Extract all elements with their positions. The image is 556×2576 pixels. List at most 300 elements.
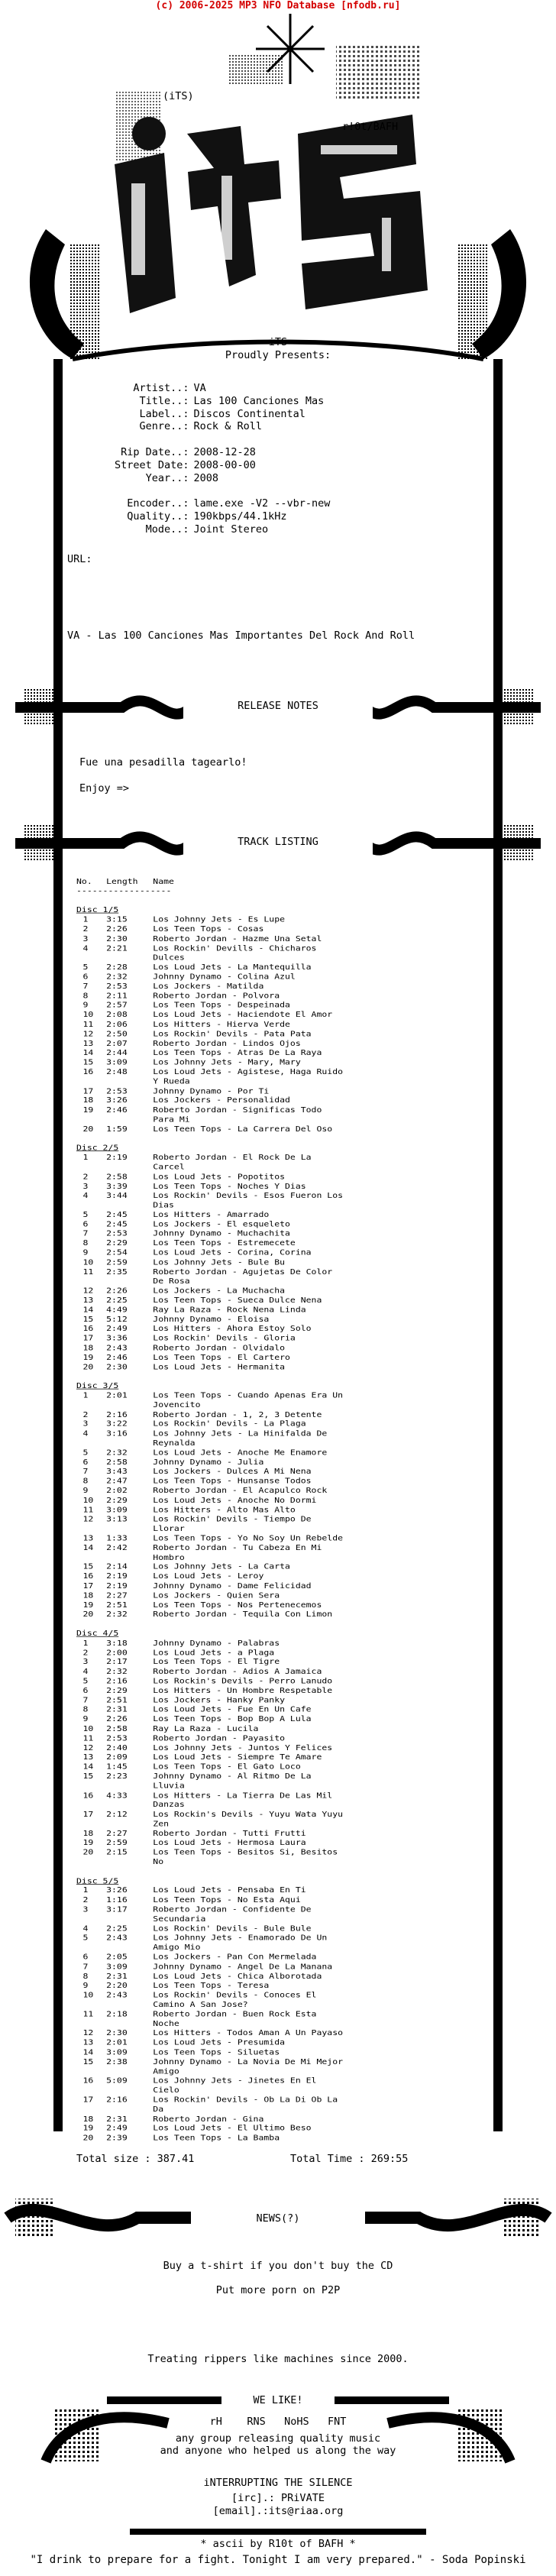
track-title: Los Jockers - Personalidad — [153, 1095, 290, 1105]
track-length: 2:29 — [106, 1685, 128, 1695]
track-length: 1:33 — [106, 1533, 128, 1543]
contact-line-1: iNTERRUPTING THE SILENCE — [203, 2477, 353, 2489]
track-title: Roberto Jordan - Adios A Jamaica — [153, 1667, 322, 1676]
track-number: 14 — [82, 1305, 94, 1315]
track-length: 2:46 — [106, 1352, 128, 1362]
track-length: 2:44 — [106, 1048, 128, 1058]
track-row — [76, 1191, 369, 1210]
track-title: Los Loud Jets - Siempre Te Amare — [153, 1752, 322, 1762]
track-row — [76, 1257, 369, 1267]
track-row — [76, 1829, 369, 1838]
track-title: Johnny Dynamo - Dame Felicidad — [153, 1581, 312, 1591]
track-length: 3:09 — [106, 1057, 128, 1067]
track-title: Los Jockers - Matilda — [153, 982, 264, 991]
track-row — [76, 1686, 369, 1695]
track-row — [76, 1962, 369, 1971]
info-label: Title..: — [115, 394, 189, 407]
track-row — [76, 1315, 369, 1324]
frame-right — [493, 359, 503, 2131]
track-length: 2:51 — [106, 1600, 128, 1610]
track-number: 15 — [82, 1562, 94, 1571]
track-number: 11 — [82, 2009, 94, 2019]
track-row — [76, 1762, 369, 1772]
track-length: 2:19 — [106, 1581, 128, 1591]
track-row — [76, 1667, 369, 1676]
track-number: 18 — [82, 1343, 94, 1353]
spacer — [76, 1867, 369, 1876]
track-row — [76, 1953, 369, 1962]
info-row — [115, 523, 330, 536]
track-number: 7 — [82, 1695, 89, 1705]
col-name: Name — [153, 877, 174, 886]
track-row — [76, 1105, 369, 1125]
track-title: Johnny Dynamo - Muchachita — [153, 1228, 290, 1238]
track-row — [76, 1020, 369, 1029]
track-length: 2:45 — [106, 1210, 128, 1219]
track-row — [76, 1972, 369, 1981]
track-title: Los Johnny Jets - Es Lupe — [153, 914, 286, 924]
track-row — [76, 915, 369, 924]
track-number: 18 — [82, 2114, 94, 2124]
track-title: Los Rockin' Devils - Tiempo De Llorar — [153, 1514, 317, 1534]
news-line-3: Treating rippers like machines since 2000. — [147, 2353, 409, 2365]
track-number: 2 — [82, 1895, 89, 1904]
track-row — [76, 1591, 369, 1600]
track-number: 10 — [82, 1723, 94, 1733]
info-value: lame.exe -V2 --vbr-new — [193, 497, 331, 510]
track-number: 12 — [82, 2028, 94, 2038]
track-title: Los Teen Tops - Cosas — [153, 924, 264, 934]
track-number: 13 — [82, 1752, 94, 1762]
track-title: Los Hitters - La Tierra De Las Mil Danzas — [153, 1791, 338, 1810]
track-number: 8 — [82, 1476, 89, 1486]
track-number: 2 — [82, 1648, 89, 1658]
track-row — [76, 1714, 369, 1723]
track-title: Los Rockin' Devils - Pata Pata — [153, 1029, 312, 1039]
track-row — [76, 1001, 369, 1010]
track-row — [76, 1458, 369, 1467]
track-row — [76, 1182, 369, 1191]
track-number: 4 — [82, 1924, 89, 1934]
track-title: Los Loud Jets - La Mantequilla — [153, 963, 312, 972]
total-size: Total size : 387.41 — [76, 2153, 195, 2165]
track-title: Roberto Jordan - Tutti Frutti — [153, 1828, 306, 1838]
track-number: 6 — [82, 1952, 89, 1962]
track-title: Los Johnny Jets - Bule Bu — [153, 1257, 286, 1267]
track-row — [76, 1658, 369, 1667]
spacer — [76, 896, 369, 905]
track-title: Johnny Dynamo - Al Ritmo De La Lluvia — [153, 1772, 317, 1791]
track-length: 2:27 — [106, 1591, 128, 1600]
track-title: Los Hitters - Un Hombre Respetable — [153, 1685, 333, 1695]
track-title: Los Hitters - Todos Aman A Un Payaso — [153, 2028, 344, 2038]
track-title: Los Loud Jets - Pensaba En Ti — [153, 1885, 306, 1895]
track-number: 10 — [82, 1257, 94, 1267]
frame-left — [53, 359, 63, 2131]
track-length: 2:01 — [106, 2037, 128, 2047]
track-length: 2:30 — [106, 1362, 128, 1372]
track-length: 2:02 — [106, 1486, 128, 1496]
track-length: 3:15 — [106, 914, 128, 924]
info-row — [115, 395, 330, 408]
info-label: Mode..: — [115, 523, 189, 536]
track-number: 17 — [82, 1334, 94, 1343]
track-number: 17 — [82, 1581, 94, 1591]
track-title: Los Loud Jets - a Plaga — [153, 1648, 275, 1658]
track-length: 3:09 — [106, 2047, 128, 2057]
track-row — [76, 2028, 369, 2037]
track-number: 8 — [82, 991, 89, 1001]
track-title: Los Loud Jets - Agistese, Haga Ruido Y Rueda — [153, 1067, 348, 1086]
track-row — [76, 934, 369, 943]
track-row — [76, 1172, 369, 1181]
track-number: 16 — [82, 1067, 94, 1077]
track-title: Los Loud Jets - Corina, Corina — [153, 1248, 312, 1257]
release-info — [115, 382, 330, 536]
track-length: 3:17 — [106, 1904, 128, 1914]
track-row — [76, 1096, 369, 1105]
news-line-1: Buy a t-shirt if you don't buy the CD — [163, 2260, 393, 2272]
track-row — [76, 1610, 369, 1619]
track-title: Los Loud Jets - Haciendote El Amor — [153, 1010, 333, 1020]
track-length: 2:58 — [106, 1457, 128, 1467]
track-row — [76, 1505, 369, 1514]
track-length: 2:00 — [106, 1648, 128, 1658]
track-row — [76, 1448, 369, 1458]
track-title: Roberto Jordan - Gina — [153, 2114, 264, 2124]
track-number: 10 — [82, 1990, 94, 2000]
track-list — [76, 877, 369, 2143]
track-length: 2:26 — [106, 1714, 128, 1724]
track-title: Los Loud Jets - Chica Alborotada — [153, 1971, 322, 1981]
info-value: 2008-00-00 — [193, 458, 256, 471]
track-length: 2:08 — [106, 1010, 128, 1020]
track-length: 2:28 — [106, 963, 128, 972]
track-row — [76, 1048, 369, 1057]
track-row — [76, 972, 369, 982]
track-number: 8 — [82, 1704, 89, 1714]
track-length: 2:35 — [106, 1267, 128, 1277]
track-row — [76, 1791, 369, 1810]
track-number: 7 — [82, 1962, 89, 1972]
track-number: 3 — [82, 1419, 89, 1429]
track-length: 2:40 — [106, 1743, 128, 1752]
track-row — [76, 1534, 369, 1543]
track-row — [76, 1353, 369, 1362]
track-number: 12 — [82, 1286, 94, 1296]
disc-heading: Disc 3/5 — [76, 1381, 119, 1391]
track-title: Los Johnny Jets - Mary, Mary — [153, 1057, 301, 1067]
track-length: 1:45 — [106, 1762, 128, 1772]
track-title: Los Rockin' Devils - Gloria — [153, 1334, 296, 1343]
track-length: 2:51 — [106, 1695, 128, 1705]
track-number: 18 — [82, 1828, 94, 1838]
track-row — [76, 1410, 369, 1419]
track-number: 11 — [82, 1505, 94, 1515]
track-number: 8 — [82, 1238, 89, 1248]
track-number: 19 — [82, 1600, 94, 1610]
info-row — [115, 420, 330, 433]
track-number: 9 — [82, 1486, 89, 1496]
track-title: Roberto Jordan - Olvidalo — [153, 1343, 286, 1353]
track-row — [76, 1677, 369, 1686]
track-length: 2:31 — [106, 2114, 128, 2124]
footer-quote: "I drink to prepare for a fight. Tonight I am very prepared." - Soda Popinski — [30, 2554, 526, 2566]
track-title: Los Johnny Jets - Jinetes En El Cielo — [153, 2076, 322, 2095]
track-row — [76, 1496, 369, 1505]
track-row — [76, 2076, 369, 2095]
track-title: Los Loud Jets - Fue En Un Cafe — [153, 1704, 312, 1714]
track-number: 19 — [82, 1105, 94, 1115]
track-title: Los Jockers - La Muchacha — [153, 1286, 286, 1296]
track-row — [76, 1467, 369, 1476]
track-title: Los Rockin's Devils - Yuyu Wata Yuyu Zen — [153, 1809, 348, 1829]
we-like-heading: WE LIKE! — [253, 2394, 303, 2406]
track-title: Los Teen Tops - Nos Pertenecemos — [153, 1600, 322, 1610]
artist-tag: r!0t/BAFH — [342, 121, 399, 133]
track-length: 3:13 — [106, 1514, 128, 1524]
track-row — [76, 1886, 369, 1895]
info-row — [115, 433, 330, 446]
track-length: 2:57 — [106, 1000, 128, 1010]
track-number: 3 — [82, 934, 89, 943]
track-row — [76, 1743, 369, 1752]
ascii-credit: * ascii by R10t of BAFH * — [200, 2538, 356, 2550]
track-length: 2:48 — [106, 1067, 128, 1077]
info-row — [115, 497, 330, 510]
track-row — [76, 924, 369, 934]
track-length: 3:26 — [106, 1095, 128, 1105]
track-number: 17 — [82, 1086, 94, 1095]
track-length: 2:17 — [106, 1657, 128, 1667]
news-line-2: Put more porn on P2P — [215, 2284, 341, 2296]
track-title: Los Teen Tops - Besitos Si, Besitos No — [153, 1847, 344, 1867]
info-row — [115, 382, 330, 395]
track-row — [76, 1039, 369, 1048]
track-number: 14 — [82, 2047, 94, 2057]
track-length: 2:27 — [106, 1828, 128, 1838]
track-row — [76, 1334, 369, 1343]
track-title: Roberto Jordan - Lindos Ojos — [153, 1038, 301, 1048]
track-number: 5 — [82, 1448, 89, 1458]
track-row — [76, 1695, 369, 1704]
track-number: 14 — [82, 1048, 94, 1058]
track-row — [76, 2124, 369, 2133]
track-length: 3:43 — [106, 1467, 128, 1477]
track-row — [76, 1306, 369, 1315]
track-row — [76, 1153, 369, 1172]
info-label: Artist..: — [115, 382, 189, 394]
track-length: 2:19 — [106, 1571, 128, 1581]
track-row — [76, 1705, 369, 1714]
info-value: Discos Continental — [193, 407, 305, 420]
url-label: URL: — [67, 553, 92, 565]
track-title: Roberto Jordan - Polvora — [153, 991, 280, 1001]
track-row — [76, 1125, 369, 1134]
track-row — [76, 1343, 369, 1352]
track-title: Los Teen Tops - Estremecete — [153, 1238, 296, 1248]
track-title: Los Loud Jets - El Ultimo Beso — [153, 2124, 312, 2133]
track-length: 3:18 — [106, 1638, 128, 1648]
track-number: 16 — [82, 1324, 94, 1334]
info-row — [115, 472, 330, 485]
track-number: 6 — [82, 972, 89, 982]
track-length: 3:39 — [106, 1181, 128, 1191]
track-title: Roberto Jordan - Payasito — [153, 1733, 286, 1743]
track-number: 11 — [82, 1267, 94, 1277]
track-row — [76, 1391, 369, 1410]
track-row — [76, 943, 369, 963]
track-row — [76, 1267, 369, 1286]
track-row — [76, 1733, 369, 1743]
track-number: 1 — [82, 1638, 89, 1648]
track-row — [76, 1810, 369, 1829]
info-row — [115, 484, 330, 497]
track-number: 16 — [82, 1571, 94, 1581]
track-title: Los Hitters - Hierva Verde — [153, 1019, 290, 1029]
track-row — [76, 1515, 369, 1534]
track-row — [76, 1562, 369, 1571]
track-length: 2:01 — [106, 1390, 128, 1400]
total-time: Total Time : 269:55 — [290, 2153, 409, 2165]
track-length: 2:20 — [106, 1981, 128, 1991]
track-title: Los Jockers - Quien Sera — [153, 1591, 280, 1600]
track-title: Johnny Dynamo - Eloisa — [153, 1315, 270, 1324]
track-row — [76, 1210, 369, 1219]
track-row — [76, 1981, 369, 1990]
track-row — [76, 1362, 369, 1371]
track-length: 2:06 — [106, 1019, 128, 1029]
track-length: 1:59 — [106, 1124, 128, 1134]
track-length: 2:16 — [106, 1676, 128, 1686]
track-title: Roberto Jordan - Significas Todo Para Mi — [153, 1105, 328, 1125]
track-number: 1 — [82, 1390, 89, 1400]
track-length: 2:14 — [106, 1562, 128, 1571]
track-row — [76, 2134, 369, 2143]
track-title: Los Teen Tops - Teresa — [153, 1981, 270, 1991]
track-length: 2:43 — [106, 1990, 128, 2000]
track-number: 2 — [82, 1409, 89, 1419]
track-title: Los Johnny Jets - Enamorado De Un Amigo Mio — [153, 1933, 333, 1953]
info-value: 2008-12-28 — [193, 445, 256, 458]
track-list-header — [76, 877, 369, 886]
track-number: 5 — [82, 1210, 89, 1219]
track-length: 2:42 — [106, 1543, 128, 1552]
track-number: 9 — [82, 1714, 89, 1724]
track-title: Los Teen Tops - El Cartero — [153, 1352, 290, 1362]
track-number: 9 — [82, 1981, 89, 1991]
track-title: Los Johnny Jets - La Carta — [153, 1562, 290, 1571]
track-number: 13 — [82, 1533, 94, 1543]
track-length: 2:54 — [106, 1248, 128, 1257]
track-row — [76, 1724, 369, 1733]
track-number: 4 — [82, 1667, 89, 1676]
track-title: Los Hitters - Amarrado — [153, 1210, 270, 1219]
track-title: Johnny Dynamo - Colina Azul — [153, 972, 296, 982]
track-number: 18 — [82, 1095, 94, 1105]
track-length: 2:30 — [106, 2028, 128, 2038]
track-length: 5:09 — [106, 2076, 128, 2086]
track-title: Los Jockers - El esqueleto — [153, 1219, 290, 1229]
track-length: 2:07 — [106, 1038, 128, 1048]
track-length: 2:16 — [106, 1409, 128, 1419]
info-label: Quality..: — [115, 510, 189, 523]
track-number: 7 — [82, 1467, 89, 1477]
we-like-line-1: any group releasing quality music — [175, 2432, 381, 2445]
track-row — [76, 1752, 369, 1762]
track-number: 16 — [82, 1791, 94, 1800]
track-title: Johnny Dynamo - La Novia De Mi Mejor Amigo — [153, 2057, 348, 2076]
track-number: 14 — [82, 1762, 94, 1772]
track-number: 6 — [82, 1457, 89, 1467]
track-title: Los Teen Tops - La Carrera Del Oso — [153, 1124, 333, 1134]
track-title: Los Loud Jets - Presumida — [153, 2037, 286, 2047]
track-number: 4 — [82, 1429, 89, 1438]
track-number: 13 — [82, 1038, 94, 1048]
track-number: 11 — [82, 1019, 94, 1029]
info-label: Encoder..: — [115, 497, 189, 510]
col-length: Length — [106, 877, 138, 886]
track-row — [76, 982, 369, 991]
track-row — [76, 1229, 369, 1238]
track-number: 19 — [82, 1352, 94, 1362]
track-length: 2:58 — [106, 1723, 128, 1733]
track-title: Los Rockin' Devils - Ob La Di Ob La Da — [153, 2095, 344, 2115]
track-length: 2:15 — [106, 1847, 128, 1857]
info-label: Rip Date..: — [115, 445, 189, 458]
info-value: Las 100 Canciones Mas — [193, 394, 325, 407]
disc-heading: Disc 1/5 — [76, 905, 119, 915]
track-number: 6 — [82, 1219, 89, 1229]
info-value: Rock & Roll — [193, 420, 262, 433]
contact-line-3: [email].:its@riaa.org — [212, 2505, 344, 2517]
copyright-banner[interactable]: (c) 2006-2025 MP3 NFO Database [nfodb.ru] — [155, 0, 401, 11]
track-row — [76, 963, 369, 972]
track-number: 15 — [82, 1315, 94, 1324]
track-title: Los Teen Tops - Hunsanse Todos — [153, 1476, 312, 1486]
track-row — [76, 1486, 369, 1495]
track-number: 10 — [82, 1495, 94, 1505]
track-number: 2 — [82, 1172, 89, 1182]
track-row — [76, 1991, 369, 2010]
track-length: 3:36 — [106, 1334, 128, 1343]
track-title: Roberto Jordan - Tequila Con Limon — [153, 1610, 333, 1620]
its-logo-art — [0, 0, 556, 382]
track-title: Roberto Jordan - Tu Cabeza En Mi Hombro — [153, 1543, 328, 1562]
track-number: 3 — [82, 1904, 89, 1914]
track-number: 16 — [82, 2076, 94, 2086]
track-number: 12 — [82, 1029, 94, 1039]
col-no: No. — [76, 877, 92, 886]
track-row — [76, 1220, 369, 1229]
track-title: Los Loud Jets - Anoche Me Enamore — [153, 1448, 328, 1458]
track-length: 2:53 — [106, 1228, 128, 1238]
track-length: 2:45 — [106, 1219, 128, 1229]
track-length: 2:19 — [106, 1153, 128, 1163]
track-title: Los Loud Jets - Anoche No Dormi — [153, 1495, 317, 1505]
track-row — [76, 1058, 369, 1067]
track-row — [76, 1325, 369, 1334]
track-row — [76, 1848, 369, 1867]
track-length: 2:39 — [106, 2133, 128, 2143]
track-row — [76, 2095, 369, 2115]
track-title: Los Teen Tops - El Tigre — [153, 1657, 280, 1667]
track-number: 14 — [82, 1543, 94, 1552]
track-number: 5 — [82, 1676, 89, 1686]
track-row — [76, 1639, 369, 1648]
track-number: 9 — [82, 1248, 89, 1257]
track-title: Los Loud Jets - Hermosa Laura — [153, 1838, 306, 1848]
